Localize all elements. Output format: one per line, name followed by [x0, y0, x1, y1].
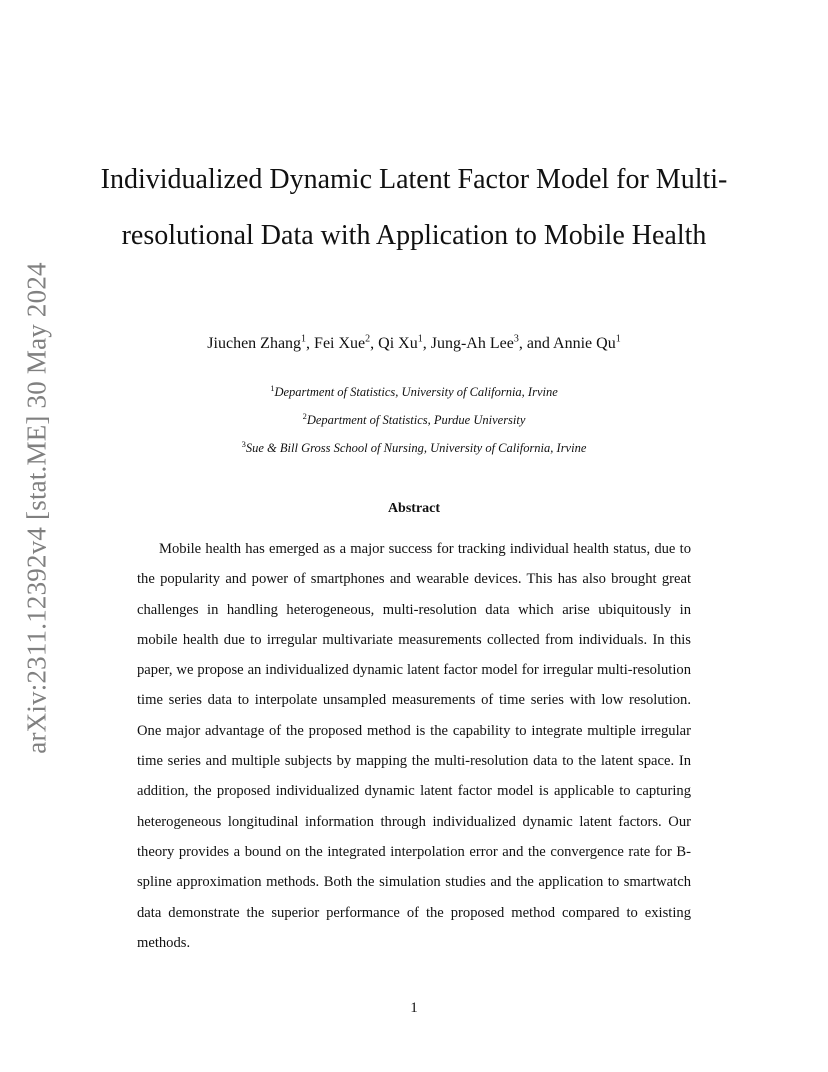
- abstract-text: Mobile health has emerged as a major success for tracking individual health status, due to the popularity and power of smartphones and wearable devices. This has also brought great challenges in handling heterogeneous, multi-resolution data which arise ubiquitously in mobile health due to irregular multivariate measurements collected from individuals. In this paper, we propose an individualized dynamic latent factor model for irregular multi-resolution time series data to interpolate unsampled measurements of time series with low resolution. One major advantage of the proposed method is the capability to integrate multiple irregular time series and multiple subjects by mapping the multi-resolution data to the latent space. In addition, the proposed individualized dynamic latent factor model is applicable to capturing heterogeneous longitudinal information through individualized dynamic latent factors. Our theory provides a bound on the integrated interpolation error and the convergence rate for B-spline approximation methods. Both the simulation studies and the application to smartwatch data demonstrate the superior performance of the proposed method compared to existing methods.: [137, 541, 691, 951]
- author: Jiuchen Zhang$^1$,: [207, 334, 315, 353]
- author-list: [100, 334, 728, 353]
- affiliation: $^1$Department of Statistics, University of California, Irvine: [270, 383, 558, 400]
- affiliation: $^2$Department of Statistics, Purdue University: [302, 411, 526, 428]
- author: Qi Xu$^1$,: [378, 334, 431, 353]
- page-number: 1: [410, 1000, 418, 1016]
- arxiv-identifier-stamp: arXiv:2311.12392v4 [stat.ME] 30 May 2024: [21, 262, 52, 754]
- author: Annie Qu$^1$: [553, 334, 621, 353]
- affiliation: $^3$Sue & Bill Gross School of Nursing, University of California, Irvine: [241, 439, 587, 456]
- abstract-heading: Abstract: [387, 501, 441, 516]
- affiliation-list: [100, 376, 728, 460]
- author: Jung-Ah Lee$^3$, and: [430, 334, 554, 353]
- author: Fei Xue$^2$,: [314, 334, 379, 353]
- paper-title: Individualized Dynamic Latent Factor Model for Multi-resolutional Data with Application to Mobile Health: [100, 164, 728, 251]
